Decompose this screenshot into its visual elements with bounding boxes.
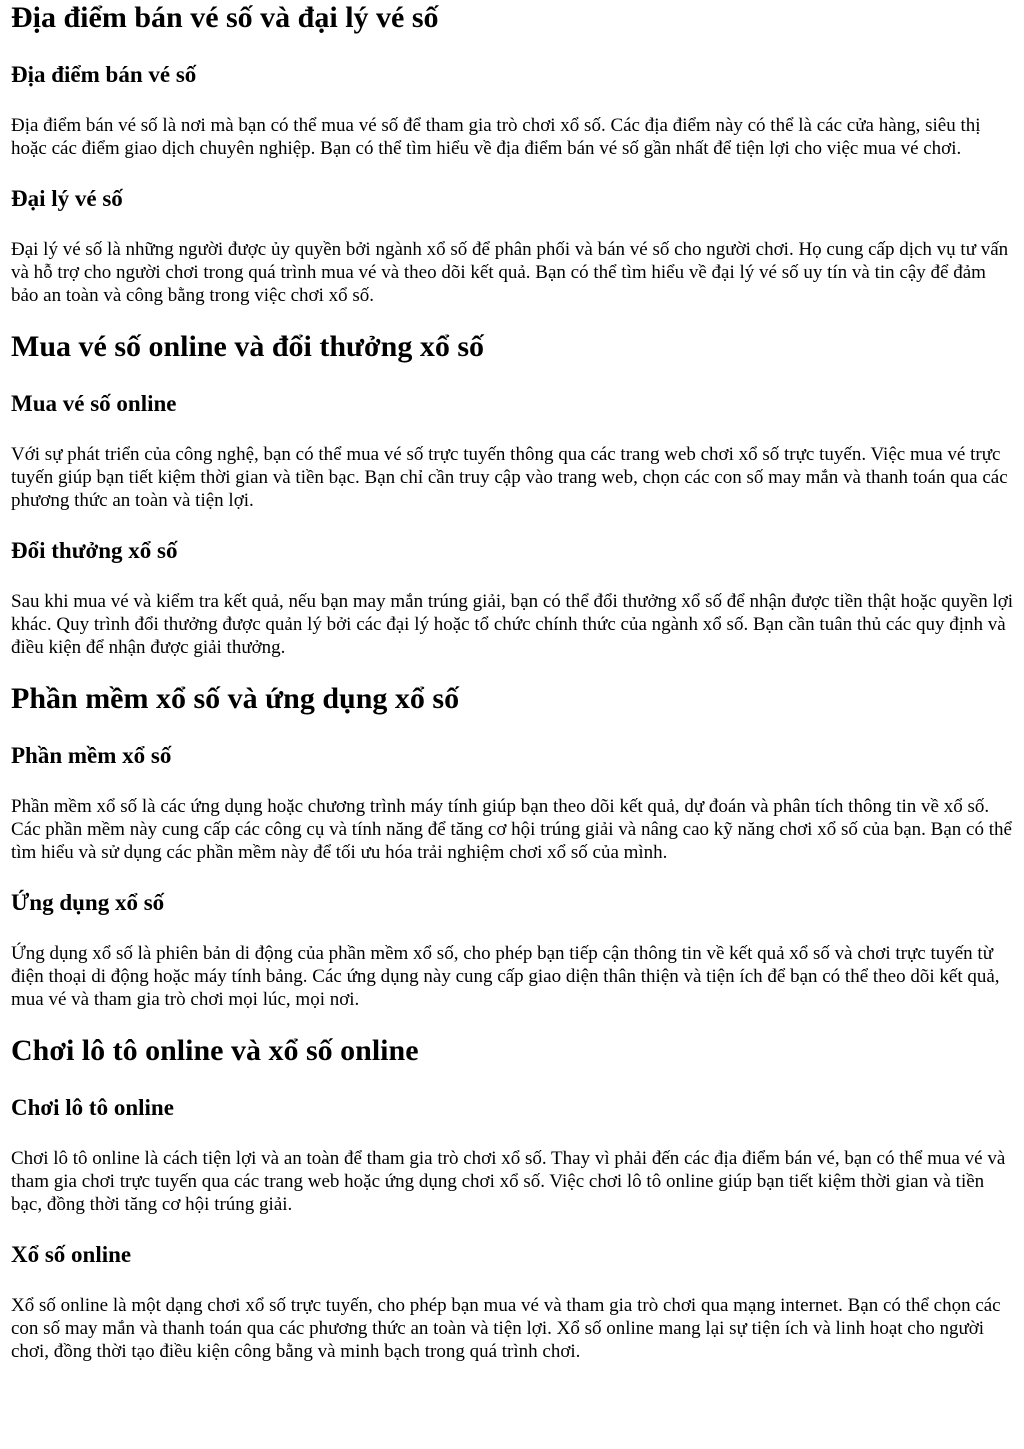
- section-ticket-locations: [11, 1, 1014, 307]
- subsection-heading: Xổ số online: [11, 1242, 132, 1267]
- section-title: Địa điểm bán vé số và đại lý vé số: [11, 1, 439, 34]
- article: [0, 1, 1024, 1363]
- subsection-heading: Địa điểm bán vé số: [11, 62, 197, 87]
- subsection-heading: Đại lý vé số: [11, 186, 123, 211]
- subsection-heading: Phần mềm xổ số: [11, 743, 172, 768]
- paragraph: Ứng dụng xổ số là phiên bản di động của phần mềm xổ số, cho phép bạn tiếp cận thông tin về kết quả xổ số và chơi trực tuyến từ điện thoại di động hoặc máy tính bảng. Các ứng dụng này cung cấp giao diện thân thiện và tiện ích để bạn có thể theo dõi kết quả, mua vé và tham gia trò chơi mọi lúc, mọi nơi.: [11, 943, 1000, 1010]
- section-online-lotto: [11, 1034, 1014, 1363]
- subsection-heading: Đổi thưởng xổ số: [11, 538, 178, 563]
- section-buy-online: [11, 330, 1014, 659]
- section-title: Chơi lô tô online và xổ số online: [11, 1034, 419, 1067]
- subsection-heading: Ứng dụng xổ số: [11, 890, 165, 915]
- subsection-heading: Chơi lô tô online: [11, 1095, 174, 1120]
- paragraph: Đại lý vé số là những người được ủy quyền bởi ngành xổ số để phân phối và bán vé số cho người chơi. Họ cung cấp dịch vụ tư vấn và hỗ trợ cho người chơi trong quá trình mua vé và theo dõi kết quả. Bạn có thể tìm hiểu về đại lý vé số uy tín và tin cậy để đảm bảo an toàn và công bằng trong việc chơi xổ số.: [11, 239, 1009, 306]
- section-title: Phần mềm xổ số và ứng dụng xổ số: [11, 682, 460, 715]
- paragraph: Sau khi mua vé và kiểm tra kết quả, nếu bạn may mắn trúng giải, bạn có thể đổi thưởng xổ số để nhận được tiền thật hoặc quyền lợi khác. Quy trình đổi thưởng được quản lý bởi các đại lý hoặc tổ chức chính thức của ngành xổ số. Bạn cần tuân thủ các quy định và điều kiện để nhận được giải thưởng.: [11, 591, 1014, 658]
- paragraph: Với sự phát triển của công nghệ, bạn có thể mua vé số trực tuyến thông qua các trang web chơi xổ số trực tuyến. Việc mua vé trực tuyến giúp bạn tiết kiệm thời gian và tiền bạc. Bạn chỉ cần truy cập vào trang web, chọn các con số may mắn và thanh toán qua các phương thức an toàn và tiện lợi.: [11, 444, 1008, 511]
- subsection-heading: Mua vé số online: [11, 391, 177, 416]
- paragraph: Xổ số online là một dạng chơi xổ số trực tuyến, cho phép bạn mua vé và tham gia trò chơi qua mạng internet. Bạn có thể chọn các con số may mắn và thanh toán qua các phương thức an toàn và tiện lợi. Xổ số online mang lại sự tiện ích và linh hoạt cho người chơi, đồng thời tạo điều kiện công bằng và minh bạch trong quá trình chơi.: [11, 1295, 1001, 1362]
- paragraph: Phần mềm xổ số là các ứng dụng hoặc chương trình máy tính giúp bạn theo dõi kết quả, dự đoán và phân tích thông tin về xổ số. Các phần mềm này cung cấp các công cụ và tính năng để tăng cơ hội trúng giải và nâng cao kỹ năng chơi xổ số của bạn. Bạn có thể tìm hiểu và sử dụng các phần mềm này để tối ưu hóa trải nghiệm chơi xổ số của mình.: [11, 796, 1012, 863]
- section-software-apps: [11, 682, 1014, 1011]
- paragraph: Chơi lô tô online là cách tiện lợi và an toàn để tham gia trò chơi xổ số. Thay vì phải đến các địa điểm bán vé, bạn có thể mua vé và tham gia chơi trực tuyến qua các trang web hoặc ứng dụng chơi xổ số. Việc chơi lô tô online giúp bạn tiết kiệm thời gian và tiền bạc, đồng thời tăng cơ hội trúng giải.: [11, 1148, 1006, 1215]
- paragraph: Địa điểm bán vé số là nơi mà bạn có thể mua vé số để tham gia trò chơi xổ số. Các địa điểm này có thể là các cửa hàng, siêu thị hoặc các điểm giao dịch chuyên nghiệp. Bạn có thể tìm hiểu về địa điểm bán vé số gần nhất để tiện lợi cho việc mua vé chơi.: [11, 115, 981, 159]
- section-title: Mua vé số online và đổi thưởng xổ số: [11, 330, 485, 363]
